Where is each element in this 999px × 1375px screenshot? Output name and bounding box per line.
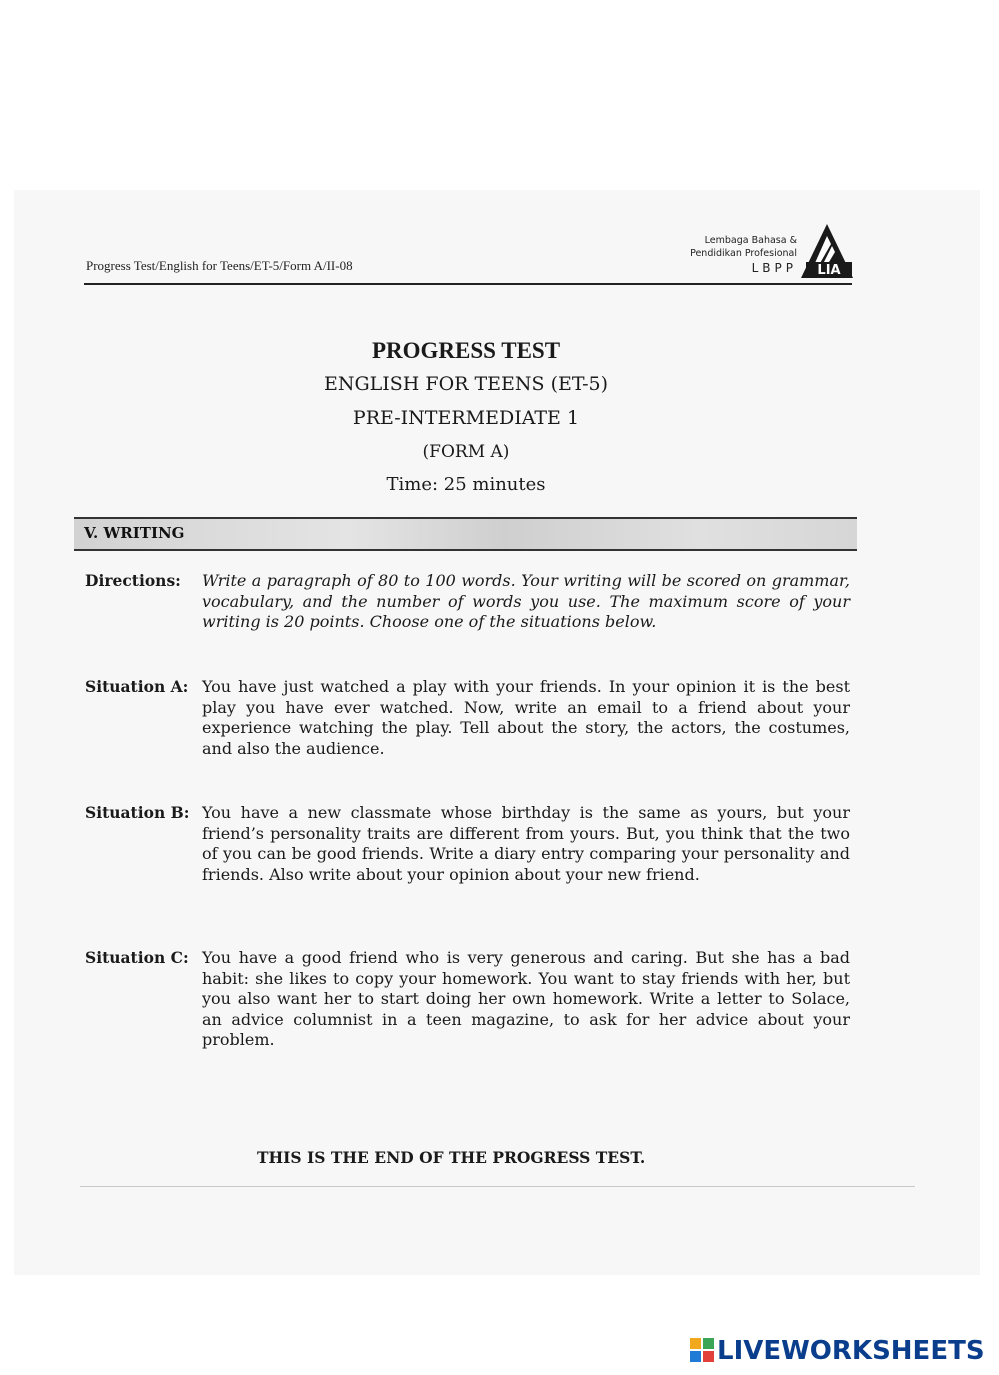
logo-line-2: Pendidikan Profesional	[690, 248, 797, 259]
section-title: V. WRITING	[84, 524, 185, 542]
situation-c-text: You have a good friend who is very generous and caring. But she has a bad habit: she likes to copy your homework. You want to stay friends with her, but you also want her to start doing her own homework. Write a letter to Solace, an advice columnist in a teen magazine, to ask for her advice about your problem.	[202, 948, 850, 1049]
logo-mark-text: LIA	[817, 263, 841, 278]
test-form: (FORM A)	[422, 442, 510, 462]
title-block	[266, 336, 666, 500]
liveworksheets-icon	[690, 1338, 714, 1362]
logo-line-3: LBPP	[751, 261, 797, 275]
test-title: PROGRESS TEST	[371, 338, 561, 363]
header-divider	[84, 283, 852, 285]
situation-b-text: You have a new classmate whose birthday is the same as yours, but your friend’s personality traits are different from yours. But, you think that the two of you can be good friends. Write a diary entry comparing your personality and friends. Also write about your opinion about your new friend.	[202, 803, 850, 884]
lbpp-lia-logo	[690, 222, 855, 280]
course-level: PRE-INTERMEDIATE 1	[352, 407, 580, 429]
brand-name: LIVEWORKSHEETS	[717, 1336, 985, 1366]
situation-a-label: Situation A:	[85, 677, 189, 696]
lia-triangle-icon	[797, 222, 855, 280]
situation-b-label: Situation B:	[85, 803, 190, 822]
course-name: ENGLISH FOR TEENS (ET-5)	[323, 373, 609, 395]
time-limit: Time: 25 minutes	[386, 474, 546, 495]
document-reference: Progress Test/English for Teens/ET-5/Form A/II-08	[86, 258, 353, 273]
directions-text: Write a paragraph of 80 to 100 words. Your writing will be scored on grammar, vocabulary, and the number of words you use. The maximum score of your writing is 20 points. Choose one of the situations below.	[202, 571, 850, 631]
section-header	[74, 517, 857, 551]
situation-a-text: You have just watched a play with your friends. In your opinion it is the best play you have ever watched. Now, write an email to a friend about your experience watching the play. Tell about the story, the actors, the costumes, and also the audience.	[202, 677, 850, 758]
end-of-test-note: THIS IS THE END OF THE PROGRESS TEST.	[257, 1148, 646, 1167]
situation-c-label: Situation C:	[85, 948, 189, 967]
directions-label: Directions:	[85, 571, 181, 590]
logo-line-1: Lembaga Bahasa &	[704, 235, 797, 246]
footer-divider	[80, 1186, 915, 1187]
